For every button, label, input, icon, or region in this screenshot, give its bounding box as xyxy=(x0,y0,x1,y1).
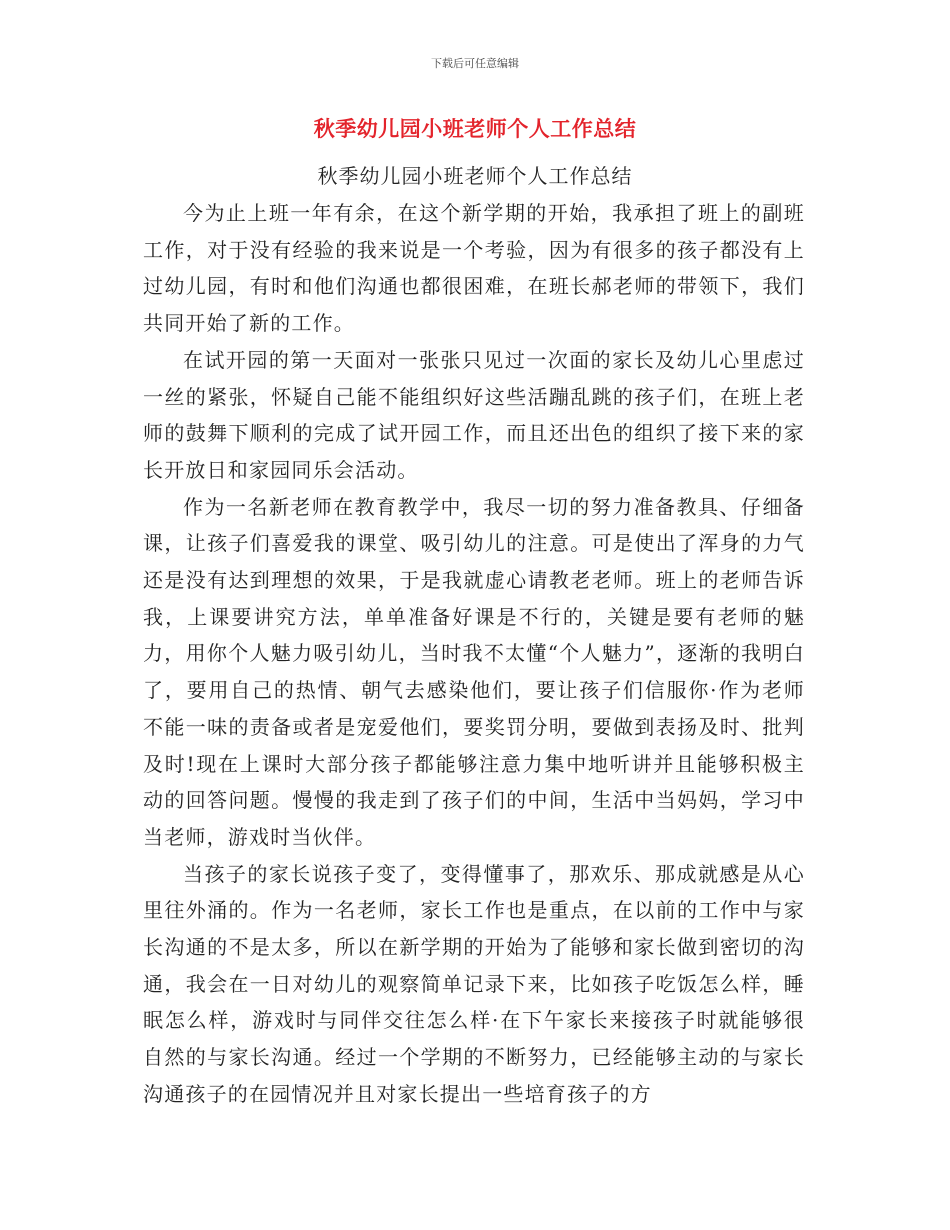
paragraph-4: 当孩子的家长说孩子变了，变得懂事了，那欢乐、那成就感是从心里往外涌的。作为一名老师，家长工作也是重点，在以前的工作中与家长沟通的不是太多，所以在新学期的开始为了能够和家长做到密切的沟通，我会在一日对幼儿的观察简单记录下来，比如孩子吃饭怎么样，睡眠怎么样，游戏时与同伴交往怎么样·在下午家长来接孩子时就能够很自然的与家长沟通。经过一个学期的不断努力，已经能够主动的与家长沟通孩子的在园情况并且对家长提出一些培育孩子的方 xyxy=(143,861,805,1106)
document-body xyxy=(143,195,805,1113)
document-title: 秋季幼儿园小班老师个人工作总结 xyxy=(313,117,637,141)
header-note: 下载后可任意编辑 xyxy=(431,57,519,70)
document-subtitle: 秋季幼儿园小班老师个人工作总结 xyxy=(317,164,633,188)
paragraph-1: 今为止上班一年有余，在这个新学期的开始，我承担了班上的副班工作，对于没有经验的我来说是一个考验，因为有很多的孩子都没有上过幼儿园，有时和他们沟通也都很困难，在班长郝老师的带领下，我们共同开始了新的工作。 xyxy=(143,201,805,336)
paragraph-2: 在试开园的第一天面对一张张只见过一次面的家长及幼儿心里虑过一丝的紧张，怀疑自己能不能组织好这些活蹦乱跳的孩子们，在班上老师的鼓舞下顺利的完成了试开园工作，而且还出色的组织了接下来的家长开放日和家园同乐会活动。 xyxy=(143,347,805,482)
paragraph-3: 作为一名新老师在教育教学中，我尽一切的努力准备教具、仔细备课，让孩子们喜爱我的课堂、吸引幼儿的注意。可是使出了浑身的力气还是没有达到理想的效果，于是我就虚心请教老老师。班上的老师告诉我，上课要讲究方法，单单准备好课是不行的，关键是要有老师的魅力，用你个人魅力吸引幼儿，当时我不太懂“个人魅力”，逐渐的我明白了，要用自己的热情、朝气去感染他们，要让孩子们信服你·作为老师不能一味的责备或者是宠爱他们，要奖罚分明，要做到表扬及时、批判及时!现在上课时大部分孩子都能够注意力集中地听讲并且能够积极主动的回答问题。慢慢的我走到了孩子们的中间，生活中当妈妈，学习中当老师，游戏时当伙伴。 xyxy=(143,494,805,849)
